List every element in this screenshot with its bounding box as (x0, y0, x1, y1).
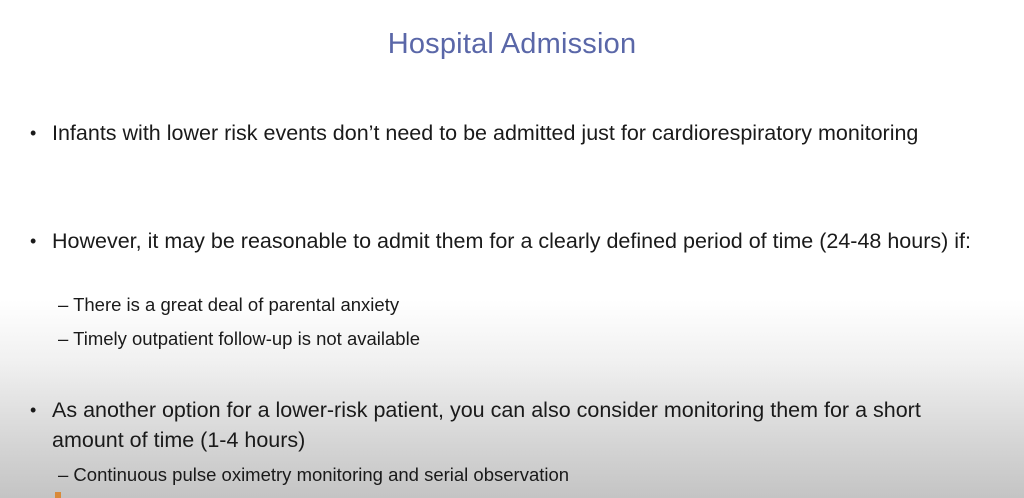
bullet-text: Infants with lower risk events don’t need to be admitted just for cardiorespiratory monitoring (52, 121, 919, 145)
bullet-2 (30, 226, 982, 256)
bullet-3 (30, 395, 982, 455)
bullet-text: As another option for a lower-risk patient, you can also consider monitoring them for a short amount of time (1-4 hours) (52, 398, 921, 452)
bullet-dot-icon: • (30, 400, 37, 420)
progress-marker (55, 492, 61, 498)
sub-bullet: – Timely outpatient follow-up is not available (58, 328, 420, 349)
page-title: Hospital Admission (387, 28, 637, 60)
bullet-dot-icon: • (30, 123, 37, 143)
sub-bullet: – Continuous pulse oximetry monitoring and serial observation (58, 464, 570, 485)
bullet-text: However, it may be reasonable to admit them for a clearly defined period of time (24-48 hours) if: (52, 229, 971, 253)
sub-bullet: – There is a great deal of parental anxiety (58, 294, 400, 315)
bullet-1 (30, 118, 982, 148)
bullet-dot-icon: • (30, 231, 37, 251)
